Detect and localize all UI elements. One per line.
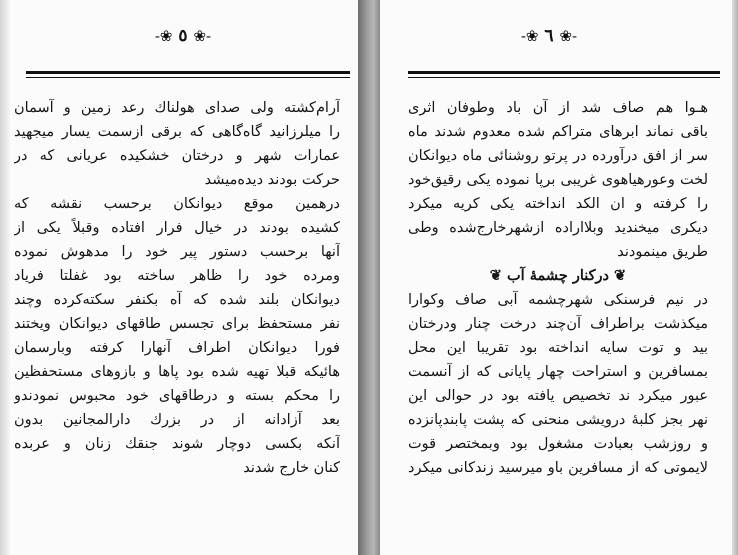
- text-line: دیوانکان بلند شده که آه بکنفر سکته‌کرده وچند: [14, 292, 340, 308]
- text-line: بعد آزادانه از در بزرك دارالمجانین بدون: [14, 412, 340, 428]
- text-line: لخت وعورهیاهوی غریبی برپا نموده یکی رقیق‌خود: [408, 172, 708, 188]
- text-line: نهر بجز کلبهٔ درویشی منحنی که پشت پابندپانزده: [408, 412, 708, 428]
- text-line: سر از افق درآورده در پرتو روشنائی ماه دیوانکان: [408, 148, 708, 164]
- text-line: در نیم فرسنکی شهرچشمه آبی صاف وکوارا: [408, 292, 708, 308]
- header-rule-thin: [26, 77, 350, 78]
- text-line: عبور میکرد ند تخصیص یافته بود در حوالی این: [408, 388, 708, 404]
- text-line: فورا دیوانکان اطراف آنهارا کرفته وبارسمان: [14, 340, 340, 356]
- ornament-left: -❀: [520, 27, 539, 45]
- text-line: را کرفته و ان الکد انداخته یکی کریه میکرد: [408, 196, 708, 212]
- left-page: [0, 0, 358, 555]
- text-line: دیکری میخندید وبلااراده ازشهرخارج‌شده وطی: [408, 220, 708, 236]
- text-line: را محکم بسته و درطاقهای خود محبوس نمودندو: [14, 388, 340, 404]
- ornament-left: -❀: [154, 27, 173, 45]
- text-line: باقی نماند ابرهای متراکم شده معدوم شدند ماه: [408, 124, 708, 140]
- text-line: بید و توت سایه انداخته بود تقریبا این محل: [408, 340, 708, 356]
- page-number: ٥: [178, 26, 188, 46]
- text-line: کشیده بودند در خیال فرار افتاده وقبلاً یکی از: [14, 220, 340, 236]
- text-line: هائیکه قبلا تهیه شده بود پاها و بازوهای مستحفظین: [14, 364, 340, 380]
- text-line: را میلرزانید گاه‌گاهی که برقی ازسمت یسار میجهید: [14, 124, 340, 140]
- book-gutter: [358, 0, 380, 555]
- text-line: حرکت بودند دیده‌میشد: [204, 172, 340, 188]
- right-page: [380, 0, 738, 555]
- text-line: و روزشب بعبادت مشغول بود وبمختصر قوت: [408, 436, 708, 452]
- ornament-right: ❀-: [559, 27, 578, 45]
- page-header: [380, 26, 738, 46]
- section-heading: ❦ درکنار چشمهٔ آب ❦: [489, 267, 627, 284]
- text-line: آرام‌کشته ولی صدای هولناك رعد زمین و آسمان: [14, 100, 340, 116]
- text-line: آنها برحسب دستور پیر خود را مدهوش نموده: [14, 244, 340, 260]
- header-rule-thick: [26, 71, 350, 74]
- header-rule-thick: [408, 71, 720, 74]
- page-header: [8, 26, 358, 46]
- text-line: کنان خارج شدند: [243, 460, 340, 476]
- text-line: درهمین موقع دیوانکان برحسب نقشه که: [14, 196, 340, 212]
- page-edge: [0, 0, 10, 555]
- text-line: طریق مینمودند: [617, 244, 708, 260]
- text-column: [14, 96, 340, 480]
- text-line: عمارات شهر و درختان خشکیده عریانی که در: [14, 148, 340, 164]
- header-rule-thin: [408, 77, 720, 78]
- text-line: هـوا هم صاف شد از آن باد وطوفان اثری: [408, 100, 708, 116]
- text-line: ومرده خود را ظاهر ساخته بود غفلتا فریاد: [14, 268, 340, 284]
- text-line: آنکه بکسی دوچار شوند جنقك زنان و عربده: [14, 436, 340, 452]
- text-line: بمسافرین و استراحت چهار پایانی که از آنسمت: [408, 364, 708, 380]
- text-line: نفر مستحفظ برای تجسس طاقهای دیوانکان ویختند: [14, 316, 340, 332]
- page-number: ٦: [544, 26, 554, 46]
- text-line: میکذشت براطراف آن‌چند درخت چنار ودرختان: [408, 316, 708, 332]
- page-edge: [732, 0, 738, 555]
- text-column: [408, 96, 708, 480]
- text-line: لایموتی که از مسافرین باو میرسید زندکانی میکرد: [408, 460, 708, 476]
- ornament-right: ❀-: [193, 27, 212, 45]
